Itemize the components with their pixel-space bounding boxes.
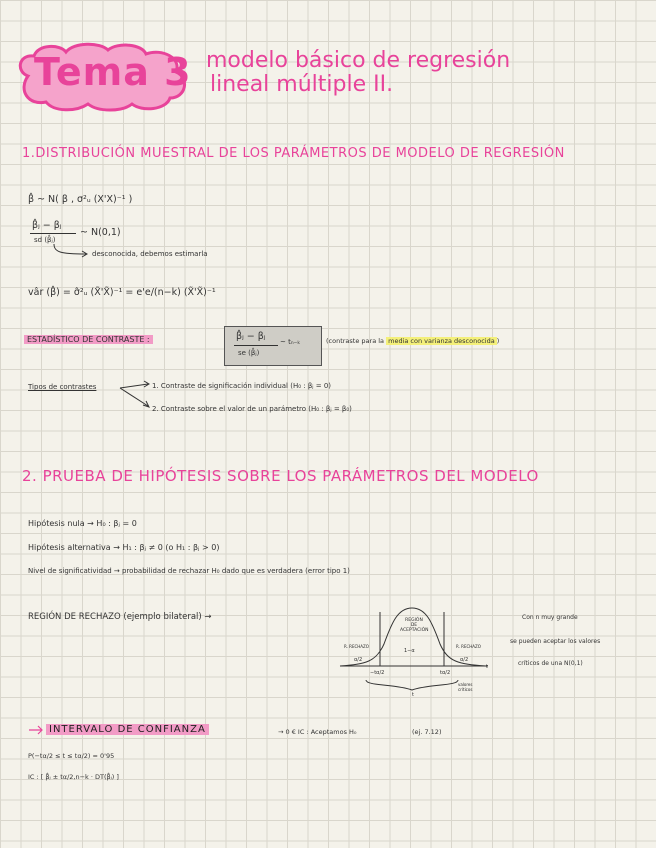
rejection-region-label: REGIÓN DE RECHAZO (ejemplo bilateral) → xyxy=(28,612,212,622)
branch-arrows-icon xyxy=(118,380,154,410)
contrast-types-label: Tipos de contrastes xyxy=(28,383,97,391)
confidence-interval-note: → 0 € IC : Aceptamos H₀ xyxy=(278,728,357,736)
arrow-right-icon xyxy=(28,725,44,735)
acceptance-probability: 1−α xyxy=(404,648,415,654)
significance-level: Nivel de significatividad → probabilidad de rechazar H₀ dado que es verdadera (error tipo 1) xyxy=(28,567,350,575)
fraction-line xyxy=(30,233,76,234)
statistic-numerator: β̂ⱼ − βⱼ xyxy=(236,331,266,342)
left-critical-value: −tα/2 xyxy=(370,670,385,676)
right-alpha: α/2 xyxy=(460,657,469,663)
contrast-type-1: 1. Contraste de significación individual (H₀ : βⱼ = 0) xyxy=(152,382,332,390)
side-note-line-3: críticos de una N(0,1) xyxy=(518,660,583,667)
statistic-note-highlight: media con varianza desconocida xyxy=(388,337,495,345)
statistic-label: ESTADÍSTICO DE CONTRASTE : xyxy=(24,335,153,344)
confidence-interval-label: INTERVALO DE CONFIANZA xyxy=(46,724,209,735)
null-hypothesis: Hipótesis nula → H₀ : βⱼ = 0 xyxy=(28,519,137,528)
statistic-distribution: ~ tₙ₋ₖ xyxy=(280,338,301,346)
tema-title: Tema 3 xyxy=(34,50,192,94)
section-2-heading: 2. PRUEBA DE HIPÓTESIS SOBRE LOS PARÁMETROS DEL MODELO xyxy=(22,467,539,485)
title-line-1: modelo básico de regresión xyxy=(206,48,511,73)
equation-beta-distribution: β̂ ~ N( β , σ²ᵤ (X'X)⁻¹ ) xyxy=(28,194,133,205)
exercise-reference: (ej. 7.12) xyxy=(412,728,442,736)
left-rejection-label: R. RECHAZO xyxy=(344,644,369,649)
right-critical-value: tα/2 xyxy=(440,670,451,676)
critical-values-note: valores críticos xyxy=(458,682,473,692)
t-axis-label: t xyxy=(486,664,488,670)
side-note-line-1: Con n muy grande xyxy=(522,614,578,621)
arrow-hook-icon xyxy=(50,244,90,260)
left-alpha: α/2 xyxy=(354,657,363,663)
right-rejection-label: R. RECHAZO xyxy=(456,644,481,649)
t-brace-label: t xyxy=(412,692,414,698)
confidence-probability-equation: P(−tα/2 ≤ t ≤ tα/2) = 0'95 xyxy=(28,752,115,760)
acceptance-region-label: REGIÓN DE ACEPTACIÓN xyxy=(400,618,429,633)
unknown-variance-note: desconocida, debemos estimarla xyxy=(92,250,208,258)
side-note-line-2: se pueden aceptar los valores xyxy=(510,638,601,645)
section-1-heading: 1.DISTRIBUCIÓN MUESTRAL DE LOS PARÁMETROS DE MODELO DE REGRESIÓN xyxy=(22,146,565,161)
statistic-denominator: se (β̂ⱼ) xyxy=(238,349,260,357)
contrast-type-2: 2. Contraste sobre el valor de un parámetro (H₀ : βⱼ = β₀) xyxy=(152,405,352,413)
equation-variance-estimator: vâr (β̂) = σ̂²ᵤ (X̃'X̃)⁻¹ = e'e/(n−k) (X̃'X̃)⁻¹ xyxy=(28,287,216,298)
equation-standardized-numerator: β̂ⱼ − βⱼ xyxy=(32,220,62,231)
confidence-interval-equation: IC : [ β̂ⱼ ± tα/2,n−k · DT(β̂ⱼ) ] xyxy=(28,773,119,781)
statistic-note: (contraste para la media con varianza desconocida ) xyxy=(326,337,500,345)
equation-standardized-rhs: ~ N(0,1) xyxy=(80,227,121,238)
equation-standardized-denominator: sd (β̂ⱼ) xyxy=(34,236,56,244)
title-line-2: lineal múltiple II. xyxy=(210,72,394,97)
alternative-hypothesis: Hipótesis alternativa → H₁ : βⱼ ≠ 0 (o H₁ : βⱼ > 0) xyxy=(28,543,220,552)
statistic-fraction-line xyxy=(234,345,278,346)
